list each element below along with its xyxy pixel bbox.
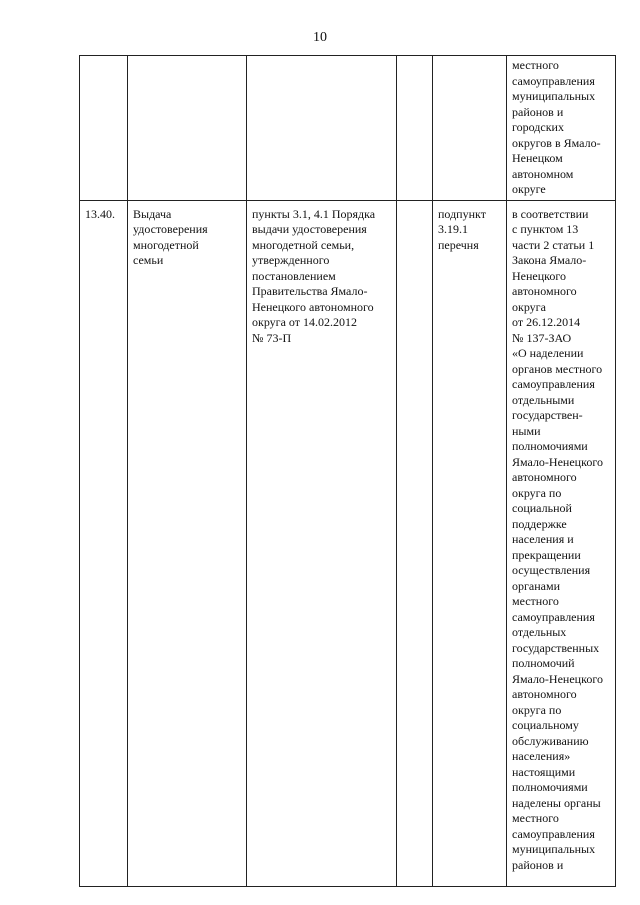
- text-line: перечня: [438, 237, 479, 252]
- text-line: утвержденного: [252, 253, 330, 267]
- text-line: местного: [512, 58, 559, 72]
- text-line: обслуживанию: [512, 733, 589, 748]
- cell-empty: [397, 200, 433, 886]
- text-line: осуществления: [512, 563, 591, 577]
- text-line: Закона Ямало-: [512, 253, 587, 267]
- cell-service: [128, 200, 247, 886]
- cell-reference: [433, 56, 507, 201]
- text-line: муниципальных: [512, 89, 596, 103]
- cell-number: [80, 200, 128, 886]
- text-line: самоуправления: [512, 73, 595, 88]
- text-line: социальному: [512, 718, 579, 732]
- text-line: автономного: [512, 284, 577, 298]
- text-line: муниципальных: [512, 842, 596, 856]
- text-line: «О наделении: [512, 346, 584, 360]
- text-line: отдельных: [512, 625, 567, 639]
- text-line: в соответствии: [512, 206, 589, 221]
- text-line: органами: [512, 578, 561, 593]
- text-line: Правительства Ямало-: [252, 284, 368, 298]
- text-line: ными: [512, 423, 541, 438]
- text-line: округов в Ямало-: [512, 135, 601, 150]
- text-line: 3.19.1: [438, 222, 468, 236]
- text-line: наделены органы: [512, 795, 601, 810]
- text-line: автономном: [512, 166, 574, 181]
- text-line: районов и: [512, 104, 564, 119]
- cell-service: [128, 56, 247, 201]
- text-line: районов и: [512, 857, 564, 872]
- text-line: полномочиями: [512, 439, 588, 453]
- row-number: 13.40.: [85, 206, 115, 221]
- text-line: автономного: [512, 687, 577, 701]
- text-line: с пунктом 13: [512, 222, 579, 236]
- text-line: семьи: [133, 253, 164, 267]
- text-line: Ненецком: [512, 151, 563, 165]
- text-line: настоящими: [512, 764, 576, 779]
- table-row-13-40: [80, 200, 616, 886]
- text-line: местного: [512, 594, 559, 608]
- text-line: части 2 статьи 1: [512, 237, 595, 252]
- text-line: Выдача: [133, 206, 172, 221]
- text-line: постановлением: [252, 268, 336, 283]
- table-row-continuation: [80, 56, 616, 201]
- text-line: городских: [512, 120, 564, 134]
- text-line: округа по: [512, 485, 562, 500]
- text-line: от 26.12.2014: [512, 315, 581, 329]
- cell-basis: [247, 200, 397, 886]
- text-line: населения»: [512, 749, 571, 763]
- text-line: местного: [512, 811, 559, 825]
- text-line: Ненецкого: [512, 268, 567, 283]
- text-line: округа: [512, 299, 546, 314]
- services-table: [79, 55, 616, 887]
- text-line: № 73-П: [252, 330, 292, 345]
- text-line: отдельными: [512, 392, 575, 407]
- text-line: округа по: [512, 702, 562, 717]
- cell-number: [80, 56, 128, 201]
- cell-law: [507, 56, 616, 201]
- text-line: округа от 14.02.2012: [252, 315, 358, 329]
- text-line: автономного: [512, 470, 577, 484]
- text-line: прекращении: [512, 547, 581, 562]
- text-line: выдачи удостоверения: [252, 222, 367, 236]
- cell-empty: [397, 56, 433, 201]
- text-line: многодетной семьи,: [252, 237, 355, 252]
- text-line: Ненецкого автономного: [252, 299, 374, 314]
- text-line: полномочиями: [512, 780, 588, 794]
- text-line: подпункт: [438, 206, 486, 221]
- text-line: Ямало-Ненецкого: [512, 454, 603, 469]
- text-line: государственных: [512, 640, 600, 655]
- text-line: пункты 3.1, 4.1 Порядка: [252, 206, 376, 221]
- page-number: 10: [313, 30, 327, 45]
- cell-reference: [433, 200, 507, 886]
- cell-law: [507, 200, 616, 886]
- text-line: поддержке: [512, 516, 567, 531]
- cell-basis: [247, 56, 397, 201]
- text-line: социальной: [512, 501, 572, 515]
- text-line: самоуправления: [512, 377, 595, 391]
- text-line: населения и: [512, 532, 574, 546]
- text-line: округе: [512, 182, 546, 196]
- text-line: органов местного: [512, 361, 603, 376]
- text-line: полномочий: [512, 656, 575, 670]
- text-line: государствен-: [512, 408, 583, 422]
- text-line: удостоверения: [133, 222, 208, 236]
- text-line: № 137-ЗАО: [512, 330, 572, 345]
- text-line: самоуправления: [512, 826, 595, 841]
- text-line: самоуправления: [512, 609, 595, 624]
- text-line: Ямало-Ненецкого: [512, 671, 603, 686]
- text-line: многодетной: [133, 237, 199, 252]
